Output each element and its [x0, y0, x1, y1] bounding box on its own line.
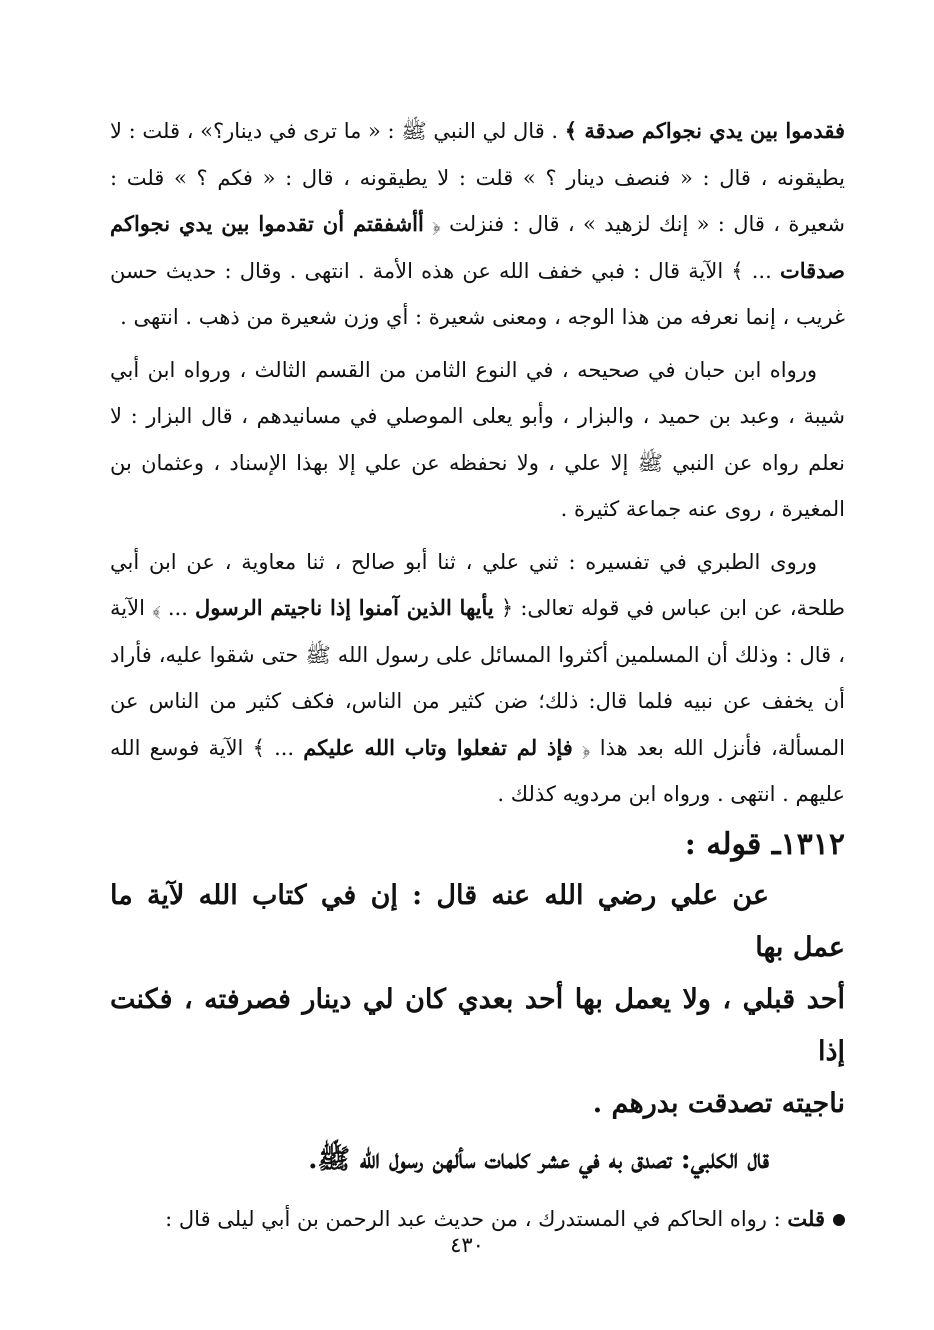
- note-label: قلت: [787, 1205, 825, 1231]
- quote-line: ناجيته تصدقت بدرهم .: [592, 1087, 845, 1119]
- page-number: ٤٣٠: [450, 1233, 484, 1257]
- note-text: : رواه الحاكم في المستدرك ، من حديث عبد الرحمن بن أبي ليلى قال :: [165, 1206, 788, 1231]
- quran-quote-bold: يأيها الذين آمنوا إذا ناجيتم الرسول: [195, 595, 494, 620]
- quran-quote-bold: أأشفقتم أن تقدموا بين يدي نجواكم صدقات: [110, 211, 845, 283]
- quote-line: أحد قبلي ، ولا يعمل بها أحد بعدي كان لي دينار فصرفته ، فكنت إذا: [110, 983, 845, 1067]
- paragraph-ibn-hibban: ورواه ابن حبان في صحيحه ، في النوع الثامن من القسم الثالث ، ورواه ابن أبي شيبة ، وعبد بن حميد ، والبزار ، وأبو يعلى الموصلي في مسانيدهم ، قال البزار : لا نعلم رواه عن النبي ﷺ إلا علي ، ولا نحفظه عن علي إلا بهذا الإسناد ، وعثمان بن المغيرة ، روى عنه جماعة كثيرة .: [110, 357, 845, 521]
- paragraph-text: ... ﴾ الآية فوسع الله عليهم . انتهى . ورواه ابن مردويه كذلك .: [110, 735, 845, 806]
- page-body: [110, 108, 845, 1242]
- quote-line: عن علي رضي الله عنه قال : إن في كتاب الله لآية ما عمل بها: [110, 879, 845, 963]
- paragraph-text: ... ﴾ الآية قال : فبي خفف الله عن هذه الأمة . انتهى . وقال : حديث حسن غريب ، إنما نعرفه من هذا الوجه ، ومعنى شعيرة : أي وزن شعيرة من ذهب . انتهى .: [110, 258, 845, 329]
- bullet-icon: [833, 1214, 845, 1226]
- paragraph-text: . قال لي النبي ﷺ : « ما ترى في دينار؟» ، قلت : لا يطيقونه ، قال : « فنصف دينار ؟ » قلت : لا يطيقونه ، قال : « فكم ؟ » قلت : شعيرة ، قال : « إنك لزهيد » ، قال : فنزلت ﴿: [110, 119, 845, 236]
- quran-quote-bold: فإذ لم تفعلوا وتاب الله عليكم: [303, 734, 573, 760]
- paragraph-tirmidhi-hadith: [110, 108, 845, 341]
- paragraph-text: وروى الطبري في تفسيره : ثني علي ، ثنا أبو صالح ، ثنا معاوية ، عن ابن أبي طلحة، عن ابن عباس في قوله تعالى: ﴿: [110, 549, 846, 620]
- section-heading: ١٣١٢ـ قوله :: [684, 826, 845, 862]
- kalbi-statement: قال الكلبي: تصدق به في عشر كلمات سألهن رسول الله ﷺ.: [308, 1143, 769, 1175]
- quran-quote-bold: فقدموا بين يدي نجواكم صدقة ﴾: [564, 118, 845, 143]
- paragraph-text: ... ﴾ الآية ، قال : وذلك أن المسلمين أكثروا المسائل على رسول الله ﷺ حتى شقوا عليه، فأراد أن يخفف عن نبيه فلما قال: ذلك؛ ضن كثير من الناس، فكف كثير من الناس عن المسألة، فأنزل الله بعد هذا ﴿: [110, 596, 845, 760]
- paragraph-tabari: [110, 539, 845, 818]
